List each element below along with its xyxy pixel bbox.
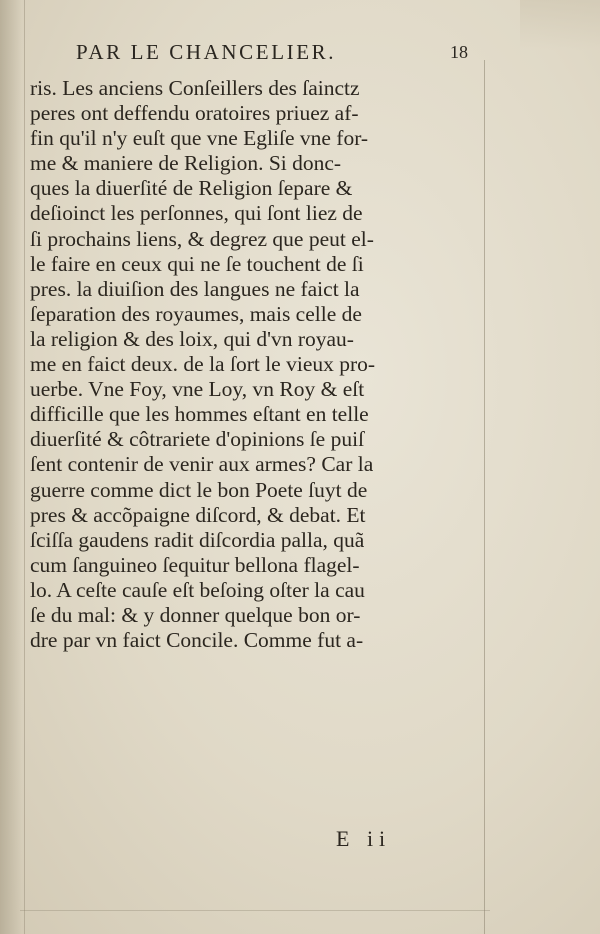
bottom-rule bbox=[20, 910, 490, 911]
text-line: me en faict deux. de la ſort le vieux pro- bbox=[30, 352, 376, 377]
page-corner bbox=[520, 0, 600, 50]
signature-mark: E ii bbox=[336, 826, 392, 851]
text-line: cum ſanguineo ſequitur bellona flagel- bbox=[30, 552, 360, 577]
text-line: uerbe. Vne Foy, vne Loy, vn Roy & eſt bbox=[30, 377, 365, 402]
text-line: la religion & des loix, qui d'vn royau- bbox=[30, 326, 354, 351]
text-line: ſi prochains liens, & degrez que peut el- bbox=[30, 226, 374, 251]
gutter-line bbox=[24, 0, 25, 934]
gutter-shadow bbox=[0, 0, 22, 934]
text-line: difficille que les hommes eſtant en telle bbox=[30, 402, 369, 427]
text-line: le faire en ceux qui ne ſe touchent de ſi bbox=[30, 251, 364, 276]
text-line: guerre comme dict le bon Poete ſuyt de bbox=[30, 477, 368, 502]
text-line: diuerſité & côtrariete d'opinions ſe puiſ bbox=[30, 427, 365, 452]
text-line: dre par vn faict Concile. Comme fut a- bbox=[30, 628, 364, 653]
text-line: peres ont deffendu oratoires priuez af- bbox=[30, 101, 359, 126]
body-text bbox=[30, 76, 486, 653]
text-line: me & maniere de Religion. Si donc- bbox=[30, 151, 342, 176]
text-line: deſioinct les perſonnes, qui ſont liez de bbox=[30, 201, 363, 226]
text-line: ſent contenir de venir aux armes? Car la bbox=[30, 452, 374, 477]
text-line: ſe du mal: & y donner quelque bon or- bbox=[30, 602, 361, 627]
text-line: lo. A ceſte cauſe eſt beſoing oſter la cau bbox=[30, 577, 365, 602]
text-line: ris. Les anciens Conſeillers des ſainctz bbox=[30, 76, 360, 100]
text-line: ques la diuerſité de Religion ſepare & bbox=[30, 176, 353, 201]
running-header bbox=[70, 40, 490, 70]
text-line: fin qu'il n'y euſt que vne Egliſe vne for- bbox=[30, 126, 369, 151]
text-line: ſciſſa gaudens radit diſcordia palla, quã bbox=[30, 527, 365, 552]
text-line: pres. la diuiſion des langues ne faict la bbox=[30, 276, 360, 301]
text-line: pres & accõpaigne diſcord, & debat. Et bbox=[30, 502, 366, 527]
page-number: 18 bbox=[450, 42, 468, 62]
text-line: ſeparation des royaumes, mais celle de bbox=[30, 301, 362, 326]
running-title: PAR LE CHANCELIER. bbox=[76, 40, 337, 64]
